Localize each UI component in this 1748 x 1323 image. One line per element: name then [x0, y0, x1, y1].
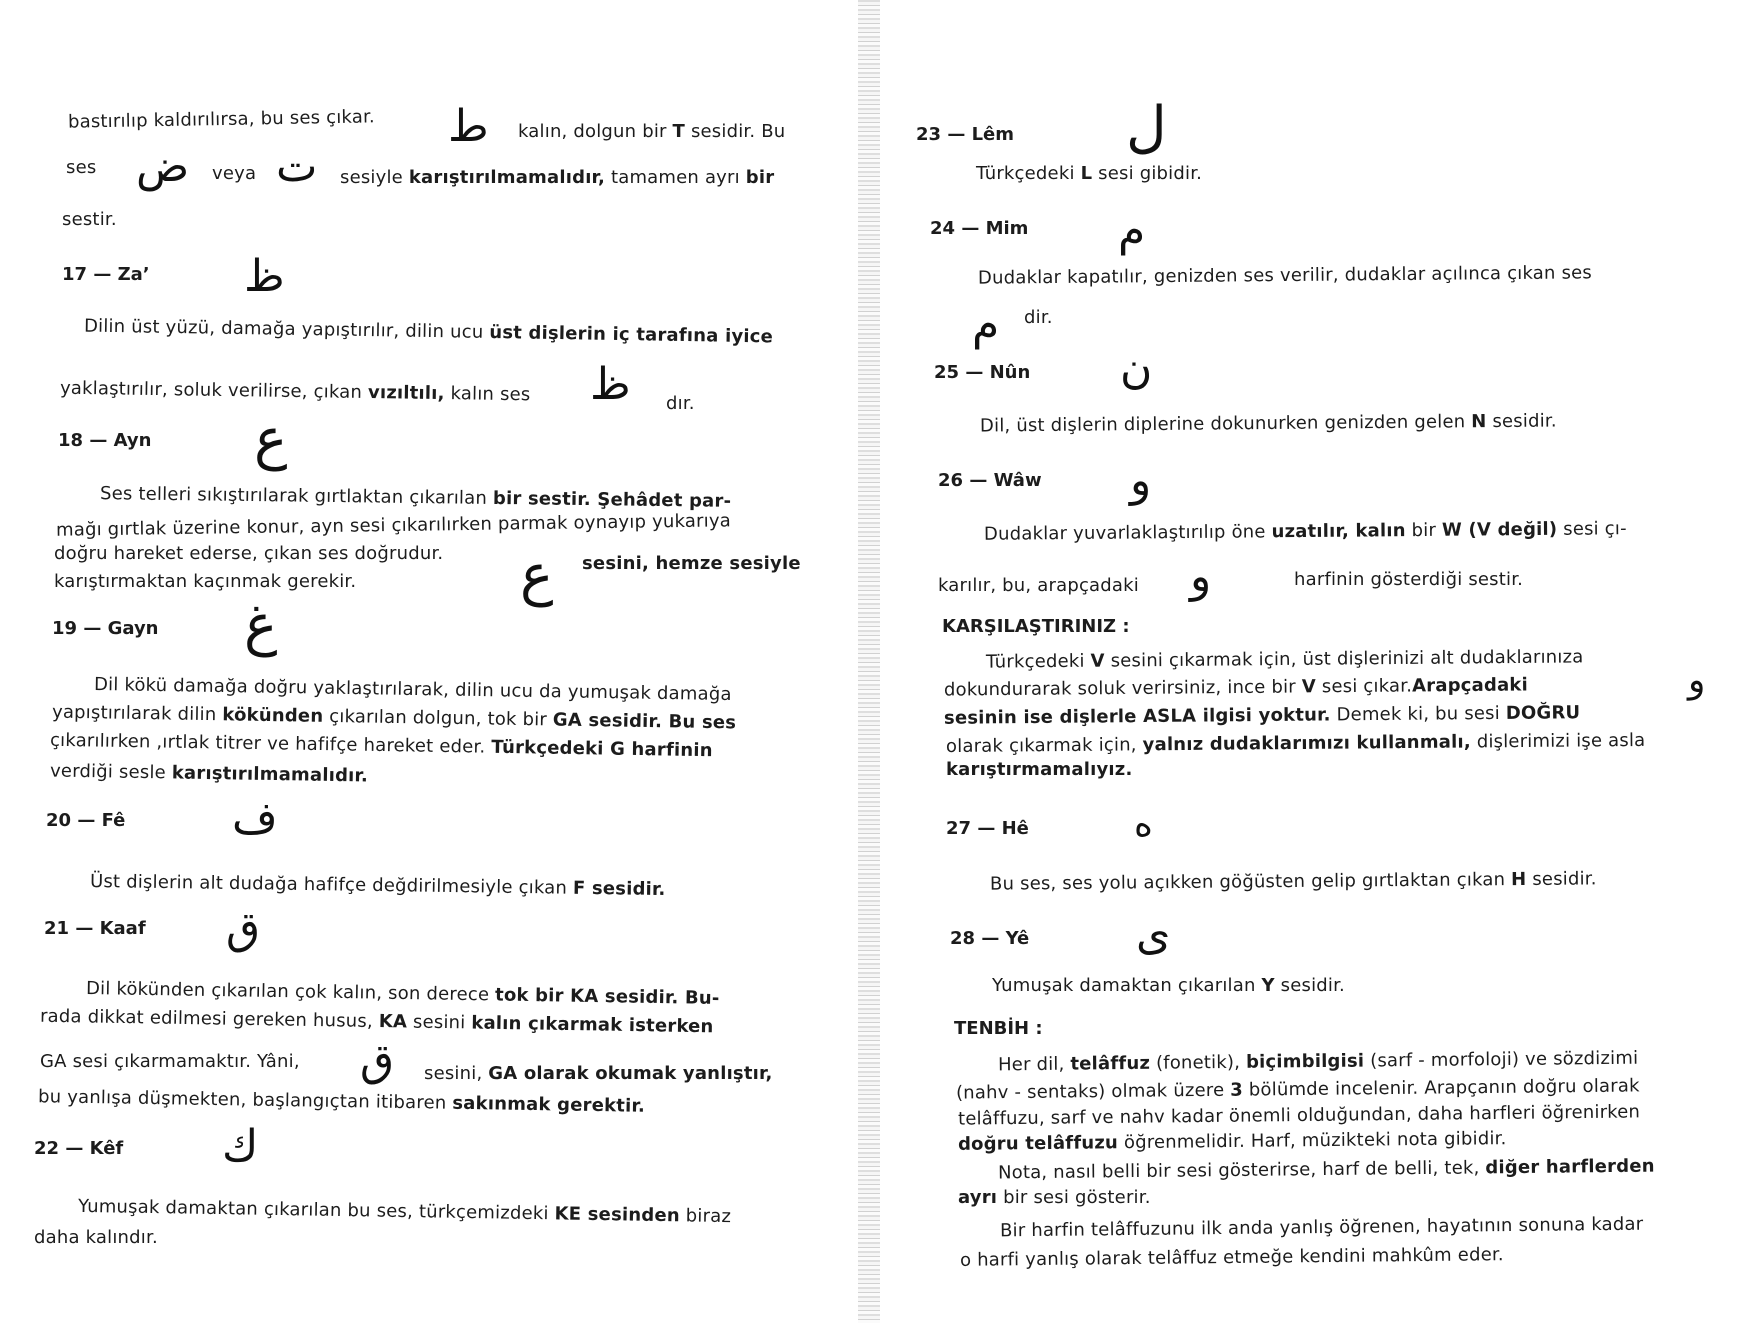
s19-line-3: çıkarılırken ,ırtlak titrer ve hafifçe hareket eder. Türkçedeki G harfinin	[49, 729, 713, 762]
letter-fe: ف	[232, 793, 278, 844]
letter-kef: ك	[222, 1121, 259, 1172]
letter-kaaf-2: ق	[360, 1035, 395, 1086]
compare-line-4: olarak çıkarmak için, yalnız dudaklarımızı kullanmalı, dişlerimizi işe asla	[945, 729, 1646, 758]
tenbih-line-2: (nahv - sentaks) olmak üzere 3 bölümde incelenir. Arapçanın doğru olarak	[955, 1075, 1640, 1104]
s25-line-1: Dil, üst dişlerin diplerine dokunurken genizden gelen N sesidir.	[979, 410, 1557, 437]
section-18-heading: 18 — Ayn	[58, 430, 152, 451]
letter-te: ت	[276, 141, 318, 192]
letter-dad: ض	[136, 141, 190, 192]
letter-waw-3: و	[1688, 660, 1706, 701]
s18-line-2: mağı gırtlak üzerine konur, ayn sesi çıkarılırken parmak oynayıp yukarıya	[55, 510, 732, 541]
right-page	[880, 0, 1748, 1323]
letter-za: ظ	[244, 251, 285, 302]
tenbih-line-7: Bir harfin telâffuzunu ilk anda yanlış öğrenen, hayatının sonuna kadar	[999, 1213, 1644, 1242]
intro-line-2a: ses	[66, 157, 97, 178]
letter-za-2: ظ	[590, 359, 631, 410]
section-19-heading: 19 — Gayn	[52, 618, 159, 639]
s26-line-2b: harfinin gösterdiği sestir.	[1294, 569, 1524, 590]
letter-gayn: غ	[244, 593, 278, 658]
section-25-heading: 25 — Nûn	[934, 362, 1031, 383]
s17-line-2d: dır.	[666, 393, 695, 414]
section-28-heading: 28 — Yê	[950, 928, 1030, 949]
s17-line-2: yaklaştırılır, soluk verilirse, çıkan vızıltılı, kalın ses	[59, 377, 531, 406]
letter-nun: ن	[1120, 343, 1153, 394]
intro-line-3: sestir.	[62, 209, 117, 230]
intro-line-2b: veya	[212, 163, 257, 184]
section-21-heading: 21 — Kaaf	[44, 918, 146, 939]
s19-line-4: verdiği sesle karıştırılmamalıdır.	[49, 760, 369, 787]
letter-ayn: ع	[254, 407, 288, 472]
s21-line-3b: sesini, GA olarak okumak yanlıştır,	[424, 1063, 773, 1084]
letter-ye: ى	[1136, 909, 1171, 960]
s23-line-1: Türkçedeki L sesi gibidir.	[976, 163, 1203, 184]
left-page	[0, 0, 860, 1323]
section-26-heading: 26 — Wâw	[938, 470, 1042, 491]
s17-line-1: Dilin üst yüzü, damağa yapıştırılır, dilin ucu üst dişlerin iç tarafına iyice	[83, 315, 774, 348]
s18-line-1: Ses telleri sıkıştırılarak gırtlaktan çıkarılan bir sestir. Şehâdet par-	[99, 483, 732, 512]
letter-lam: ل	[1126, 95, 1167, 160]
s19-line-1: Dil kökü damağa doğru yaklaştırılarak, dilin ucu da yumuşak damağa	[93, 673, 732, 706]
section-23-heading: 23 — Lêm	[916, 124, 1015, 145]
s22-line-2: daha kalındır.	[34, 1227, 158, 1248]
compare-line-3: sesinin ise dişlerle ASLA ilgisi yoktur. Demek ki, bu sesi DOĞRU	[943, 702, 1581, 729]
tenbih-line-4: doğru telâffuzu öğrenmelidir. Harf, müzikteki nota gibidir.	[957, 1128, 1507, 1155]
letter-waw: و	[1130, 455, 1152, 506]
s22-line-1: Yumuşak damaktan çıkarılan bu ses, türkçemizdeki KE sesinden biraz	[77, 1195, 732, 1228]
intro-line-1: bastırılıp kaldırılırsa, bu ses çıkar.	[67, 106, 376, 133]
compare-heading: KARŞILAŞTIRINIZ :	[942, 616, 1130, 637]
letter-mim-2: م	[972, 299, 1000, 350]
s28-line-1: Yumuşak damaktan çıkarılan Y sesidir.	[992, 975, 1345, 996]
s20-line-1: Üst dişlerin alt dudağa hafifçe değdirilmesiyle çıkan F sesidir.	[89, 870, 666, 901]
letter-waw-2: و	[1190, 551, 1212, 602]
tenbih-line-5: Nota, nasıl belli bir sesi gösterirse, harf de belli, tek, diğer harflerden	[997, 1155, 1655, 1184]
s21-line-3: GA sesi çıkarmamaktır. Yâni,	[40, 1051, 300, 1072]
letter-mim: م	[1118, 205, 1146, 256]
section-27-heading: 27 — Hê	[946, 818, 1029, 839]
intro-line-2c: sesiyle karıştırılmamalıdır, tamamen ayrı bir	[340, 167, 775, 188]
section-24-heading: 24 — Mim	[930, 218, 1029, 239]
section-20-heading: 20 — Fê	[46, 810, 126, 831]
letter-ayn-2: ع	[520, 543, 554, 608]
s21-line-1: Dil kökünden çıkarılan çok kalın, son derece tok bir KA sesidir. Bu-	[85, 978, 720, 1009]
letter-ta: ط	[448, 101, 489, 152]
tenbih-line-1: Her dil, telâffuz (fonetik), biçimbilgisi (sarf - morfoloji) ve sözdizimi	[997, 1047, 1639, 1076]
s18-line-3b: sesini, hemze sesiyle	[582, 553, 801, 574]
compare-line-5: karıştırmamalıyız.	[946, 759, 1133, 780]
s19-line-2: yapıştırılarak dilin kökünden çıkarılan dolgun, tok bir GA sesidir. Bu ses	[51, 701, 737, 734]
s26-line-2a: karılır, bu, arapçadaki	[938, 575, 1139, 596]
letter-kaaf: ق	[226, 903, 261, 954]
tenbih-line-3: telâffuzu, sarf ve nahv kadar önemli olduğundan, daha harfleri öğrenirken	[957, 1101, 1641, 1130]
s27-line-1: Bu ses, ses yolu açıkken göğüsten gelip gırtlaktan çıkan H sesidir.	[989, 868, 1597, 895]
letter-he: ه	[1134, 804, 1153, 845]
s18-line-4: karıştırmaktan kaçınmak gerekir.	[54, 571, 357, 592]
tenbih-heading: TENBİH :	[954, 1018, 1043, 1039]
s26-line-1: Dudaklar yuvarlaklaştırılıp öne uzatılır, kalın bir W (V değil) sesi çı-	[983, 518, 1627, 545]
intro-line-1b: kalın, dolgun bir T sesidir. Bu	[518, 121, 786, 142]
s21-line-4: bu yanlışa düşmekten, başlangıçtan itibaren sakınmak gerektir.	[37, 1086, 646, 1117]
s24-line-2: dir.	[1024, 307, 1053, 328]
section-22-heading: 22 — Kêf	[34, 1138, 124, 1159]
section-17-heading: 17 — Za’	[62, 264, 150, 285]
tenbih-line-8: o harfi yanlış olarak telâffuz etmeğe kendini mahkûm eder.	[959, 1244, 1504, 1271]
compare-line-1: Türkçedeki V sesini çıkarmak için, üst dişlerinizi alt dudaklarınıza	[985, 646, 1584, 673]
tenbih-line-6: ayrı bir sesi gösterir.	[958, 1187, 1151, 1208]
book-gutter	[858, 0, 880, 1323]
s21-line-2: rada dikkat edilmesi gereken husus, KA sesini kalın çıkarmak isterken	[39, 1005, 714, 1038]
s18-line-3: doğru hareket ederse, çıkan ses doğrudur.	[54, 543, 444, 564]
s24-line-1: Dudaklar kapatılır, genizden ses verilir, dudaklar açılınca çıkan ses	[977, 262, 1593, 289]
compare-line-2: dokundurarak soluk verirsiniz, ince bir V sesi çıkar.Arapçadaki	[943, 674, 1529, 701]
